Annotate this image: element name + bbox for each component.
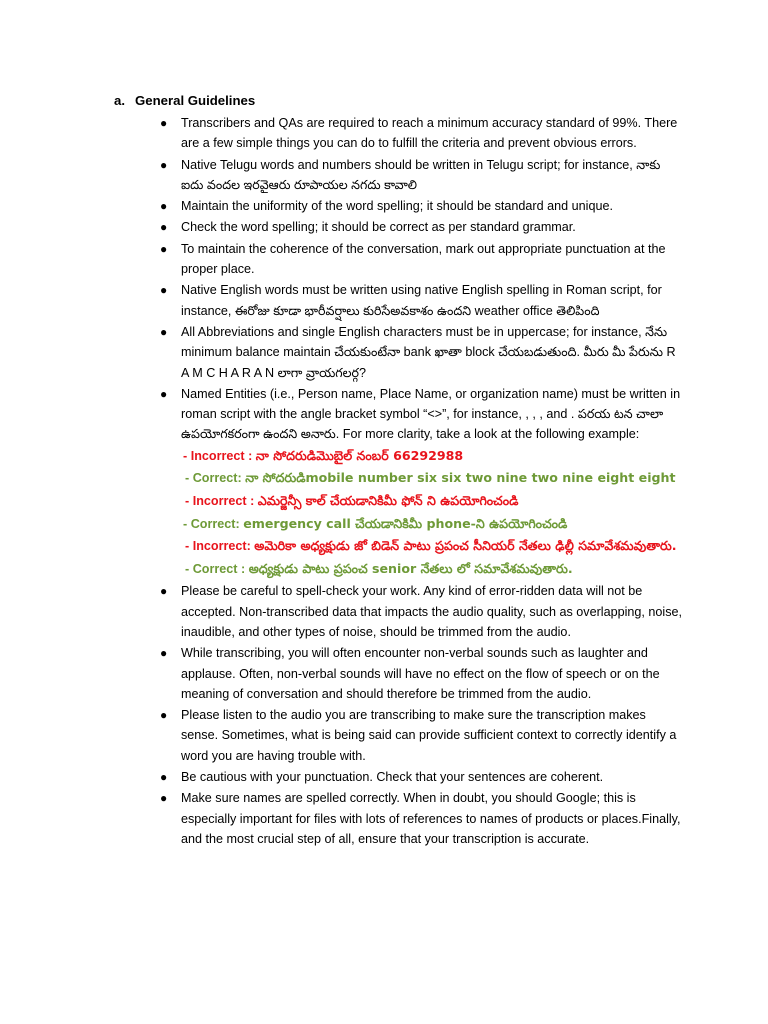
guidelines-list <box>159 113 684 850</box>
bullet-icon: ● <box>160 199 168 214</box>
guideline-text: Be cautious with your punctuation. Check that your sentences are coherent. <box>181 769 604 784</box>
example-incorrect <box>181 490 684 513</box>
guideline-text: Native English words must be written using native English spelling in Roman script, for instance, ఈరోజు కూడా భారీవర్షాలు కురిసేఅవకాశం ఉందని weather office తెలిపింది <box>181 283 662 318</box>
example-text: నా సోదరుడిmobile number six six two nine two nine eight eight <box>245 470 676 486</box>
example-text: అమెరికా అధ్యక్షుడు జో బిడెన్ పాటు ప్రపంచ సీనియర్ నేతలు ఢిల్లీ సమావేశమవుతారు. <box>254 538 677 554</box>
guideline-text: Named Entities (i.e., Person name, Place Name, or organization name) must be written in roman script with the angle bracket symbol “<>”, for instance, , , , and . పరయ టన చాలా ఉపయోగకరంగా ఉందని అనారు. For more clarity, take a look at the following example: <box>181 386 681 442</box>
example-correct <box>181 513 684 536</box>
list-item <box>159 322 684 383</box>
guideline-text: Check the word spelling; it should be correct as per standard grammar. <box>181 220 576 235</box>
list-item <box>159 705 684 766</box>
list-item <box>159 280 684 321</box>
example-label: - Correct: <box>183 516 244 531</box>
list-item <box>159 384 684 580</box>
example-correct <box>181 558 684 581</box>
example-text: emergency call చేయడానికిమీ phone-ని ఉపయోగించండి <box>243 515 568 531</box>
example-correct <box>181 467 684 490</box>
example-label: - Incorrect : <box>183 448 256 463</box>
example-text: ఎమర్జెన్సీ కాల్ చేయడానికిమీ ఫోన్ ని ఉపయోగించండి <box>257 492 519 508</box>
example-incorrect <box>181 535 684 558</box>
guideline-text: Native Telugu words and numbers should be written in Telugu script; for instance, నాకు ఐదు వందల ఇరవైఆరు రూపాయల నగదు కావాలి <box>181 157 661 192</box>
bullet-icon: ● <box>160 769 168 784</box>
bullet-icon: ● <box>160 584 168 599</box>
guideline-text: Make sure names are spelled correctly. When in doubt, you should Google; this is especially important for files with lots of references to names of products or places.Finally, and the most crucial step of all, ensure that your transcription is accurate. <box>181 791 681 846</box>
bullet-icon: ● <box>160 324 168 339</box>
guideline-text: Transcribers and QAs are required to reach a minimum accuracy standard of 99%. There are a few simple things you can do to fulfill the criteria and prevent obvious errors. <box>181 116 678 151</box>
example-text: నా సోదరుడిమొబైల్ నంబర్ 66292988 <box>255 447 464 463</box>
guideline-text: To maintain the coherence of the conversation, mark out appropriate punctuation at the proper place. <box>181 241 666 277</box>
section-marker: a. <box>114 93 125 108</box>
list-item <box>159 217 684 237</box>
list-item <box>159 155 684 196</box>
bullet-icon: ● <box>160 791 168 806</box>
list-item <box>159 767 684 787</box>
list-item <box>159 788 684 849</box>
bullet-icon: ● <box>160 646 168 661</box>
example-incorrect <box>181 445 684 468</box>
bullet-icon: ● <box>160 220 168 235</box>
section-heading <box>114 92 255 110</box>
bullet-icon: ● <box>160 157 168 172</box>
bullet-icon: ● <box>160 241 168 256</box>
example-text: అధ్యక్షుడు పాటు ప్రపంచ senior నేతలు లో సమావేశమవుతారు. <box>248 560 573 576</box>
list-item <box>159 581 684 642</box>
list-item <box>159 643 684 704</box>
guideline-text: All Abbreviations and single English characters must be in uppercase; for instance, నేను minimum balance maintain చేయకుంటేనా bank ఖాతా block చేయబడుతుంది. మీరు మీ పేరును R A M C H A R A N లాగా వ్రాయగలర్గ? <box>181 324 676 380</box>
list-item <box>159 239 684 280</box>
example-label: - Correct: <box>185 471 246 486</box>
bullet-icon: ● <box>160 386 168 401</box>
section-title: General Guidelines <box>135 93 256 108</box>
bullet-icon: ● <box>160 116 168 130</box>
example-label: - Incorrect : <box>185 493 258 508</box>
bullet-icon: ● <box>160 283 168 298</box>
list-item <box>159 196 684 216</box>
guideline-text: While transcribing, you will often encounter non-verbal sounds such as laughter and applause. Often, non-verbal sounds will have no effect on the flow of speech or on the meaning of conversation and should therefore be trimmed from the audio. <box>181 646 660 701</box>
bullet-icon: ● <box>160 708 168 723</box>
example-label: - Incorrect: <box>185 539 255 554</box>
example-label: - Correct : <box>185 561 249 576</box>
guideline-text: Please listen to the audio you are transcribing to make sure the transcription makes sense. Sometimes, what is being said can provide sufficient context to correctly identify a word you are having trouble with. <box>181 708 677 763</box>
guideline-text: Please be careful to spell-check your work. Any kind of error-ridden data will not be accepted. Non-transcribed data that impacts the audio quality, such as overlapping, noise, inaudible, and other types of noise, should be trimmed from the audio. <box>181 584 683 639</box>
list-item <box>159 113 684 154</box>
guideline-text: Maintain the uniformity of the word spelling; it should be standard and unique. <box>181 199 613 214</box>
